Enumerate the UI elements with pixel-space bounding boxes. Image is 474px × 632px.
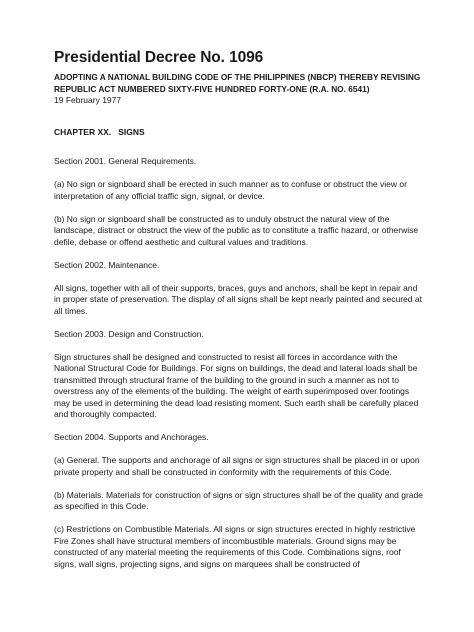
section-2002-heading: Section 2002. Maintenance.	[54, 259, 160, 270]
section-2002-body: All signs, together with all of their supports, braces, guys and anchors, shall be kept in repair and in proper state of preservation. The display of all signs shall be kept nearly painted and secured at all times.	[54, 282, 422, 316]
section-2001-paragraph-b: (b) No sign or signboard shall be constructed as to unduly obstruct the natural view of the landscape, distract or obstruct the view of the public as to constitute a traffic hazard, or otherwise defile, debase or offend aesthetic and cultural values and traditions.	[54, 213, 419, 247]
section-2003-body: Sign structures shall be designed and constructed to resist all forces in accordance with the National Structural Code for Buildings. For signs on buildings, the dead and lateral loads shall be transmitted through structural frame of the building to the ground in such a manner as not to overstress any of the elements of the building. The weight of earth superimposed over footings may be used in determining the dead load resisting moment. Such earth shall be carefully placed and thoroughly compacted.	[54, 351, 419, 419]
section-2001-heading: Section 2001. General Requirements.	[54, 156, 197, 166]
chapter-heading: CHAPTER XX. SIGNS	[54, 126, 145, 137]
document-date: 19 February 1977	[54, 95, 122, 105]
document-title: Presidential Decree No. 1096	[54, 49, 264, 66]
section-2004-paragraph-b: (b) Materials. Materials for construction of signs or sign structures shall be of the quality and grade as specified in this Code.	[54, 489, 423, 511]
document-content	[54, 48, 424, 582]
section-2004-heading: Section 2004. Supports and Anchorages.	[54, 432, 209, 442]
section-2003-heading: Section 2003. Design and Construction.	[54, 328, 204, 339]
section-2004-paragraph-a: (a) General. The supports and anchorage of all signs or sign structures shall be placed in or upon private property and shall be constructed in conformity with the requirements of this Code.	[54, 455, 420, 477]
section-2001-paragraph-a: (a) No sign or signboard shall be erected in such manner as to confuse or obstruct the view or interpretation of any official traffic sign, signal, or device.	[54, 179, 407, 201]
document-subtitle: ADOPTING A NATIONAL BUILDING CODE OF THE PHILIPPINES (NBCP) THEREBY REVISING REPUBLIC ACT NUMBERED SIXTY-FIVE HUNDRED FORTY-ONE (R.A. NO. 6541)	[54, 72, 421, 94]
section-2004-paragraph-c: (c) Restrictions on Combustible Materials. All signs or sign structures erected in highly restrictive Fire Zones shall have structural members of incombustible materials. Ground signs may be constructed of any material meeting the requirements of this Code. Combinations signs, roof signs, wall signs, projecting signs, and signs on marquees shall be constructed of	[54, 524, 416, 569]
